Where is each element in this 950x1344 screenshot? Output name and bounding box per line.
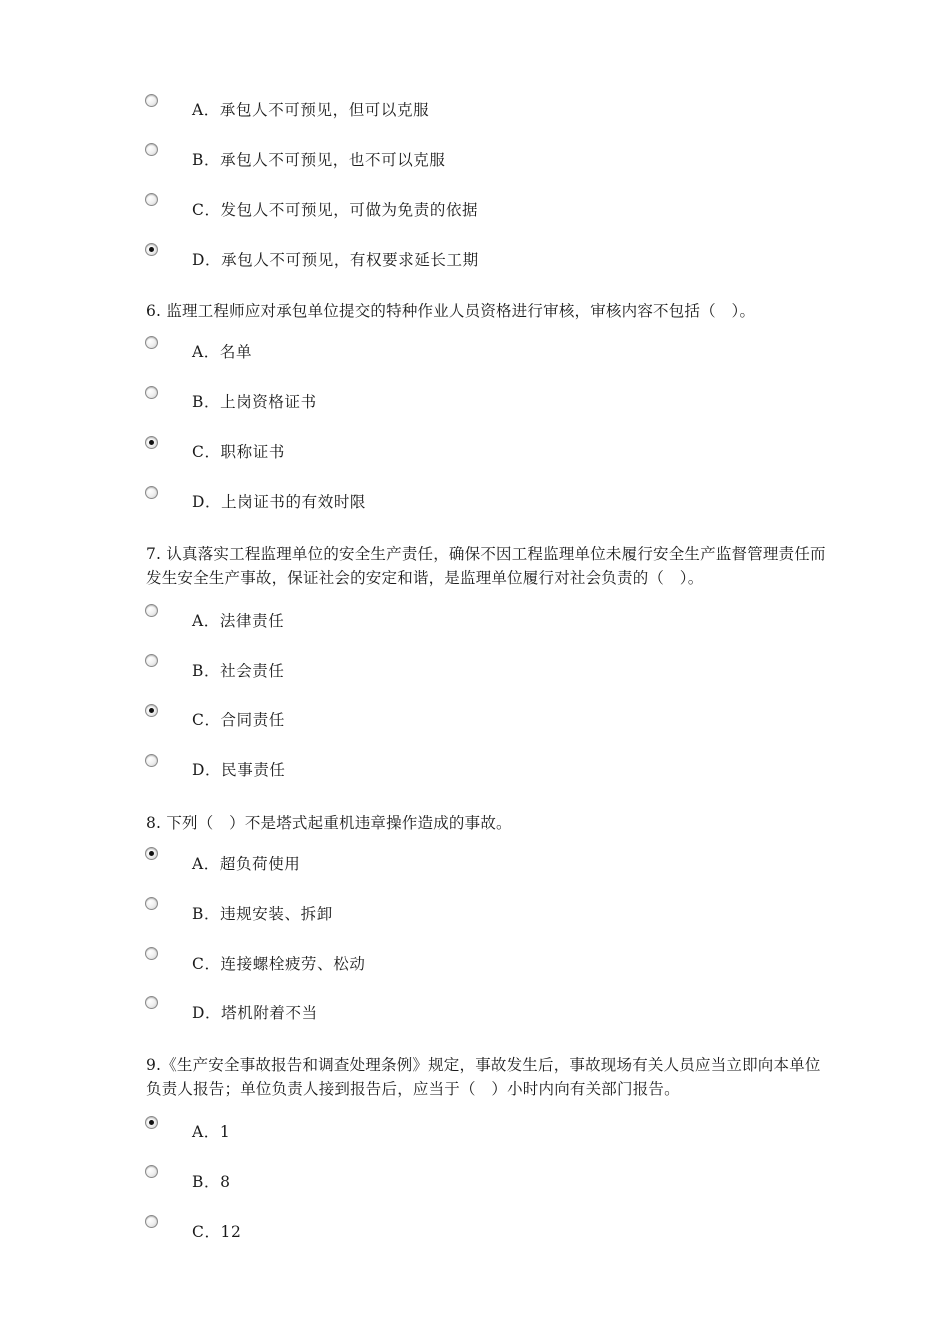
option-label: B．社会责任 <box>192 662 285 680</box>
radio-option-0-0[interactable] <box>145 94 158 107</box>
option-label: C．职称证书 <box>192 443 285 461</box>
option-label: B．承包人不可预见，也不可以克服 <box>192 151 446 169</box>
option-label: C．12 <box>192 1223 242 1241</box>
option-label: D．民事责任 <box>192 761 286 779</box>
radio-option-0-2[interactable] <box>145 193 158 206</box>
radio-option-2-1[interactable] <box>145 654 158 667</box>
radio-option-1-1[interactable] <box>145 386 158 399</box>
radio-option-4-1[interactable] <box>145 1165 158 1178</box>
question-8-text: 8. 下列（ ）不是塔式起重机违章操作造成的事故。 <box>146 814 512 832</box>
option-label: B．违规安装、拆卸 <box>192 905 333 923</box>
radio-option-2-0[interactable] <box>145 604 158 617</box>
radio-option-1-2[interactable] <box>145 436 158 449</box>
option-label: C．连接螺栓疲劳、松动 <box>192 955 366 973</box>
radio-option-4-2[interactable] <box>145 1215 158 1228</box>
option-label: C．发包人不可预见，可做为免责的依据 <box>192 201 479 219</box>
question-6-text: 6. 监理工程师应对承包单位提交的特种作业人员资格进行审核，审核内容不包括（ ）。 <box>146 302 756 320</box>
option-label: A．法律责任 <box>192 612 285 630</box>
option-label: D．上岗证书的有效时限 <box>192 493 367 511</box>
radio-option-4-0[interactable] <box>145 1116 158 1129</box>
radio-option-2-2[interactable] <box>145 704 158 717</box>
radio-option-3-3[interactable] <box>145 996 158 1009</box>
radio-option-0-3[interactable] <box>145 243 158 256</box>
radio-option-1-0[interactable] <box>145 336 158 349</box>
option-label: B．上岗资格证书 <box>192 393 317 411</box>
option-label: D．塔机附着不当 <box>192 1004 318 1022</box>
radio-option-3-2[interactable] <box>145 947 158 960</box>
radio-option-3-0[interactable] <box>145 847 158 860</box>
option-label: A．1 <box>192 1123 231 1141</box>
option-label: D．承包人不可预见，有权要求延长工期 <box>192 251 479 269</box>
radio-option-1-3[interactable] <box>145 486 158 499</box>
option-label: A．承包人不可预见，但可以克服 <box>192 101 430 119</box>
radio-option-2-3[interactable] <box>145 754 158 767</box>
option-label: A．名单 <box>192 343 253 361</box>
option-label: A．超负荷使用 <box>192 855 301 873</box>
option-label: C．合同责任 <box>192 711 285 729</box>
radio-option-3-1[interactable] <box>145 897 158 910</box>
radio-option-0-1[interactable] <box>145 143 158 156</box>
question-7-text: 7. 认真落实工程监理单位的安全生产责任，确保不因工程监理单位未履行安全生产监督管理责任而发生安全生产事故，保证社会的安定和谐，是监理单位履行对社会负责的（ ）。 <box>146 545 826 587</box>
option-label: B．8 <box>192 1173 231 1191</box>
question-9-text: 9.《生产安全事故报告和调查处理条例》规定，事故发生后，事故现场有关人员应当立即向本单位负责人报告；单位负责人接到报告后，应当于（ ）小时内向有关部门报告。 <box>146 1056 821 1098</box>
